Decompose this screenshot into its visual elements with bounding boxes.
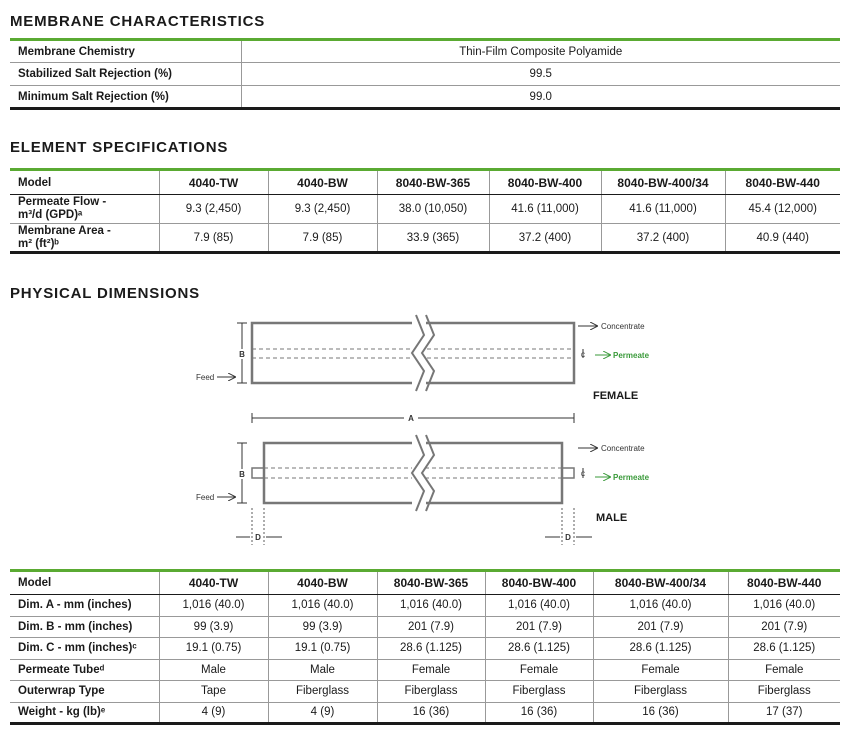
dim-b-label-male: B xyxy=(239,470,245,479)
row-value: 99 (3.9) xyxy=(159,616,268,638)
row-value: 28.6 (1.125) xyxy=(728,638,840,660)
membrane-section-title: MEMBRANE CHARACTERISTICS xyxy=(10,13,266,30)
row-value: 4 (9) xyxy=(159,702,268,724)
table-row xyxy=(10,638,840,660)
row-value: Thin-Film Composite Polyamide xyxy=(241,40,840,63)
row-value: Fiberglass xyxy=(377,681,485,703)
header-col: 8040-BW-400 xyxy=(485,571,593,595)
row-label: Minimum Salt Rejection (%) xyxy=(18,90,169,103)
dim-c-label: C xyxy=(580,353,586,359)
row-value: 37.2 (400) xyxy=(601,224,725,253)
row-value: Female xyxy=(728,659,840,681)
row-label-line1: Permeate Flow - xyxy=(18,196,107,208)
row-label xyxy=(10,224,159,253)
row-label xyxy=(10,195,159,224)
row-value: 1,016 (40.0) xyxy=(728,595,840,617)
row-value: 4 (9) xyxy=(268,702,377,724)
header-col: 4040-BW xyxy=(268,571,377,595)
row-value: 1,016 (40.0) xyxy=(159,595,268,617)
header-col: 8040-BW-440 xyxy=(728,571,840,595)
row-value: 9.3 (2,450) xyxy=(159,195,268,224)
row-value: 201 (7.9) xyxy=(377,616,485,638)
dim-c-label-male: C xyxy=(580,472,586,478)
female-label: FEMALE xyxy=(593,390,639,402)
row-value: 37.2 (400) xyxy=(489,224,601,253)
row-value: 17 (37) xyxy=(728,702,840,724)
row-value: 40.9 (440) xyxy=(725,224,840,253)
row-value: 19.1 (0.75) xyxy=(268,638,377,660)
table-row xyxy=(10,616,840,638)
header-col: 8040-BW-365 xyxy=(377,170,489,195)
row-label-line2: m³/d (GPD)ᵃ xyxy=(18,209,83,221)
row-value: Male xyxy=(159,659,268,681)
dim-a-label: A xyxy=(408,414,414,423)
element-section-title: ELEMENT SPECIFICATIONS xyxy=(10,139,229,156)
header-col: 4040-TW xyxy=(159,571,268,595)
row-value: Fiberglass xyxy=(593,681,728,703)
male-label: MALE xyxy=(596,512,628,524)
row-value: Tape xyxy=(159,681,268,703)
permeate-label-male: Permeate xyxy=(613,473,650,482)
row-label: Dim. A - mm (inches) xyxy=(10,595,159,617)
row-value: Fiberglass xyxy=(728,681,840,703)
table-header-row xyxy=(10,170,840,195)
row-value: 201 (7.9) xyxy=(485,616,593,638)
element-dimensions-diagram xyxy=(190,313,670,548)
table-row xyxy=(10,224,840,253)
row-value: 28.6 (1.125) xyxy=(485,638,593,660)
row-value: 1,016 (40.0) xyxy=(268,595,377,617)
row-value: 16 (36) xyxy=(377,702,485,724)
concentrate-label-male: Concentrate xyxy=(601,444,645,453)
row-value: 99.5 xyxy=(241,63,840,86)
row-value: 38.0 (10,050) xyxy=(377,195,489,224)
row-value: Female xyxy=(485,659,593,681)
row-value: 99 (3.9) xyxy=(268,616,377,638)
row-value: Female xyxy=(593,659,728,681)
row-value: 16 (36) xyxy=(485,702,593,724)
table-row xyxy=(10,86,840,109)
header-model: Model xyxy=(10,571,159,595)
row-value: 9.3 (2,450) xyxy=(268,195,377,224)
membrane-table xyxy=(10,38,840,110)
physical-section-title: PHYSICAL DIMENSIONS xyxy=(10,285,200,302)
row-value: 1,016 (40.0) xyxy=(377,595,485,617)
header-col: 8040-BW-400 xyxy=(489,170,601,195)
row-label-line1: Membrane Area - xyxy=(18,224,111,237)
header-col: 8040-BW-440 xyxy=(725,170,840,195)
row-label-line2: m² (ft²)ᵇ xyxy=(18,237,59,250)
row-value: Fiberglass xyxy=(268,681,377,703)
row-label: Dim. B - mm (inches) xyxy=(10,616,159,638)
row-value: 1,016 (40.0) xyxy=(485,595,593,617)
table-row xyxy=(10,63,840,86)
table-row xyxy=(10,681,840,703)
row-value: 7.9 (85) xyxy=(268,224,377,253)
row-value: 45.4 (12,000) xyxy=(725,195,840,224)
row-value: 201 (7.9) xyxy=(593,616,728,638)
permeate-label: Permeate xyxy=(613,351,650,360)
row-value: 99.0 xyxy=(241,86,840,109)
table-row xyxy=(10,595,840,617)
row-label: Dim. C - mm (inches)ᶜ xyxy=(10,638,159,660)
header-col: 8040-BW-400/34 xyxy=(593,571,728,595)
row-value: Female xyxy=(377,659,485,681)
header-model: Model xyxy=(10,170,159,195)
row-value: Male xyxy=(268,659,377,681)
row-value: 28.6 (1.125) xyxy=(593,638,728,660)
male-element-drawing xyxy=(196,435,650,545)
dim-a-line xyxy=(252,412,574,424)
female-element-drawing xyxy=(196,315,650,402)
dimensions-table xyxy=(10,569,840,725)
feed-label-male: Feed xyxy=(196,493,215,502)
concentrate-label: Concentrate xyxy=(601,322,645,331)
table-row xyxy=(10,40,840,63)
table-row xyxy=(10,195,840,224)
row-label: Permeate Tubeᵈ xyxy=(10,659,159,681)
row-value: 41.6 (11,000) xyxy=(601,195,725,224)
table-row xyxy=(10,702,840,724)
row-value: 33.9 (365) xyxy=(377,224,489,253)
row-value: 41.6 (11,000) xyxy=(489,195,601,224)
header-col: 4040-BW xyxy=(268,170,377,195)
row-label: Outerwrap Type xyxy=(10,681,159,703)
row-value: 28.6 (1.125) xyxy=(377,638,485,660)
header-col: 8040-BW-365 xyxy=(377,571,485,595)
row-label: Membrane Chemistry xyxy=(10,40,241,63)
feed-label: Feed xyxy=(196,373,215,382)
row-label: Stabilized Salt Rejection (%) xyxy=(10,63,241,86)
row-value: 19.1 (0.75) xyxy=(159,638,268,660)
header-col: 8040-BW-400/34 xyxy=(601,170,725,195)
dim-d-label: D xyxy=(255,533,261,542)
row-label: Weight - kg (lb)ᵉ xyxy=(18,706,106,719)
row-value: 201 (7.9) xyxy=(728,616,840,638)
dim-d-label-right: D xyxy=(565,533,571,542)
row-value: 16 (36) xyxy=(593,702,728,724)
header-col: 4040-TW xyxy=(159,170,268,195)
row-value: Fiberglass xyxy=(485,681,593,703)
table-header-row xyxy=(10,571,840,595)
row-value: 1,016 (40.0) xyxy=(593,595,728,617)
row-value: 7.9 (85) xyxy=(159,224,268,253)
table-row xyxy=(10,659,840,681)
dim-b-label: B xyxy=(239,350,245,359)
element-table xyxy=(10,168,840,254)
